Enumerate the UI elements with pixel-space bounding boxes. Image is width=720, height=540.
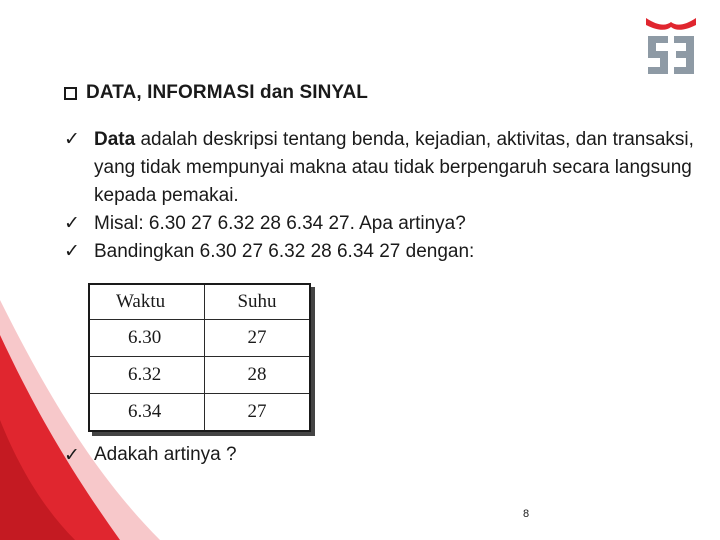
table-cell: 6.32 [89, 357, 205, 394]
table-cell: 27 [205, 320, 311, 357]
checkmark-icon: ✓ [64, 241, 80, 262]
table-row [89, 394, 310, 432]
table-cell: 28 [205, 357, 311, 394]
column-header-waktu: Waktu [89, 284, 205, 320]
page-number: 8 [523, 508, 530, 520]
slide-heading [64, 82, 368, 104]
bullet-item-last [64, 444, 237, 466]
bullet-item [64, 238, 704, 266]
table-cell: 6.34 [89, 394, 205, 432]
bullet-text: Adakah artinya ? [94, 444, 237, 465]
checkmark-icon: ✓ [64, 445, 80, 466]
column-header-suhu: Suhu [205, 284, 311, 320]
bullet-item [64, 126, 704, 210]
table-cell: 6.30 [89, 320, 205, 357]
table-row [89, 357, 310, 394]
bullet-text: Bandingkan 6.30 27 6.32 28 6.34 27 dengan: [94, 241, 475, 262]
time-temperature-table [88, 283, 311, 432]
bullet-text: adalah deskripsi tentang benda, kejadian, aktivitas, dan transaksi, yang tidak mempunyai makna atau tidak berpengaruh secara langsung kepada pemakai. [94, 129, 694, 206]
table-header-row [89, 284, 310, 320]
bullet-bold-term: Data [94, 129, 136, 150]
bullet-item [64, 210, 704, 238]
square-bullet-icon [64, 87, 77, 100]
institution-logo-icon [644, 16, 698, 78]
heading-text: DATA, INFORMASI dan SINYAL [86, 82, 368, 103]
bullet-list [64, 126, 704, 266]
bullet-text: Misal: 6.30 27 6.32 28 6.34 27. Apa artinya? [94, 213, 466, 234]
table-cell: 27 [205, 394, 311, 432]
checkmark-icon: ✓ [64, 129, 80, 150]
checkmark-icon: ✓ [64, 213, 80, 234]
table-row [89, 320, 310, 357]
